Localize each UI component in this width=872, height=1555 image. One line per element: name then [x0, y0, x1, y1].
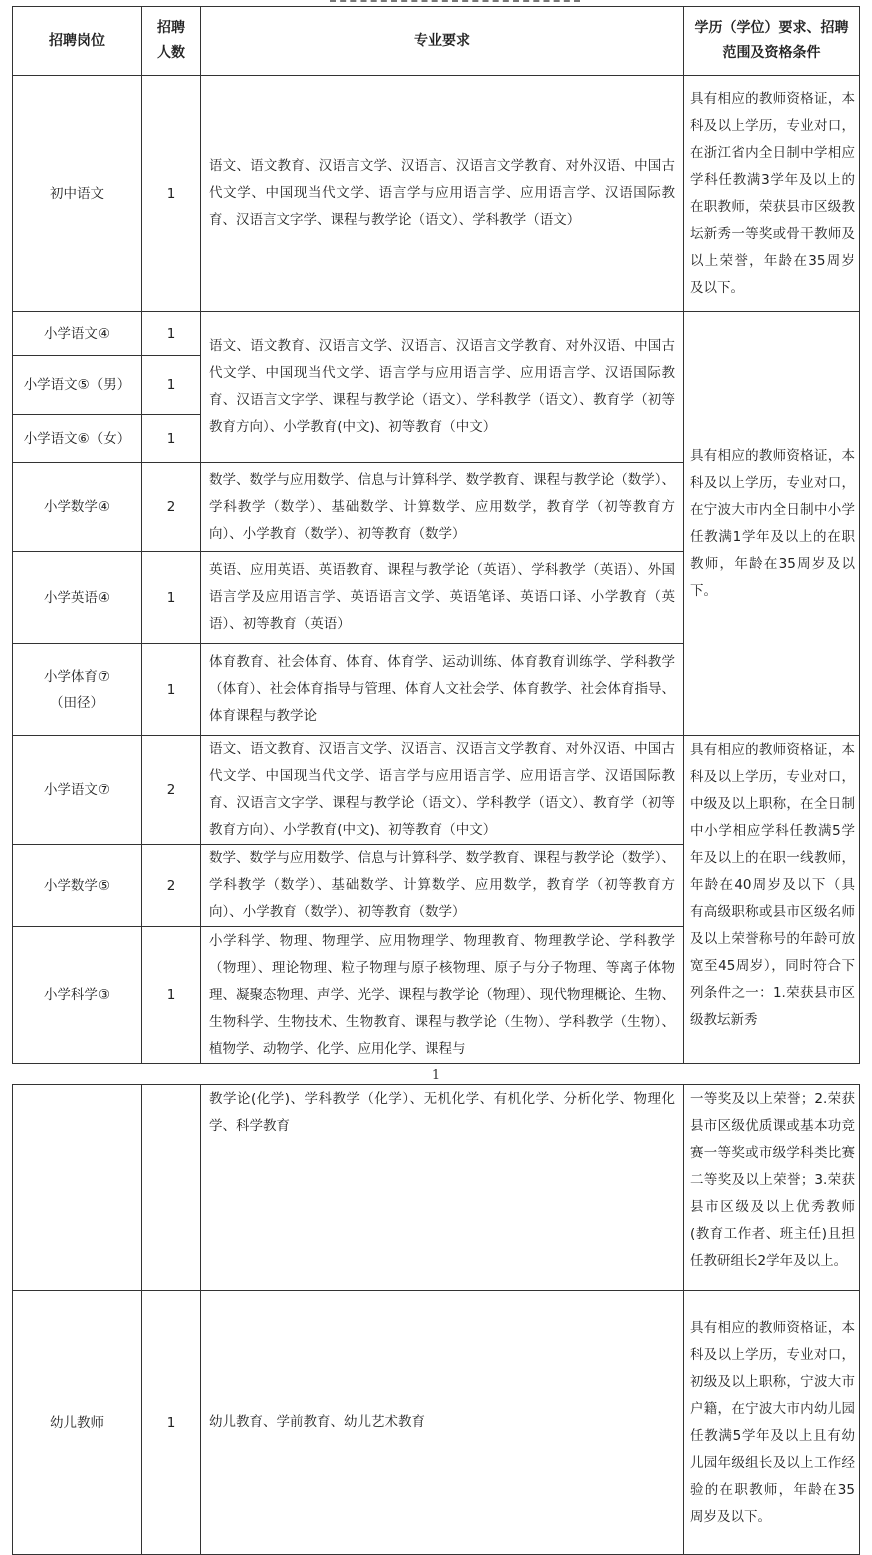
- major-cell: 小学科学、物理、物理学、应用物理学、物理教育、物理教学论、学科教学（物理）、理论物理、粒子物理与原子核物理、原子与分子物理、等离子体物理、凝聚态物理、声学、光学、课程与教学论（物理）、现代物理概论、生物、生物科学、生物技术、生物教育、课程与教学论（生物）、学科教学（生物）、植物学、动物学、化学、应用化学、课程与: [201, 927, 684, 1064]
- conditions-cell: 具有相应的教师资格证，本科及以上学历，专业对口，中级及以上职称，在全日制中小学相应学科任教满5学年及以上的在职一线教师，年龄在40周岁及以下（具有高级职称或县市区级名师及以上荣誉称号的年龄可放宽至45周岁），同时符合下列条件之一：1.荣获县市区级教坛新秀: [684, 736, 860, 1064]
- position-cell: 幼儿教师: [13, 1291, 142, 1555]
- major-cell: 幼儿教育、学前教育、幼儿艺术教育: [201, 1291, 684, 1555]
- header-count: 招聘人数: [142, 7, 201, 76]
- position-cell: 小学语文⑤（男）: [13, 356, 142, 415]
- count-cell: 1: [142, 927, 201, 1064]
- table-row-continued: [13, 1085, 860, 1291]
- count-cell: 1: [142, 415, 201, 463]
- position-cell: 初中语文: [13, 76, 142, 312]
- recruitment-table-page-2: [12, 1084, 859, 1555]
- position-cell: 小学语文⑦: [13, 736, 142, 845]
- major-cell: 语文、语文教育、汉语言文学、汉语言、汉语言文学教育、对外汉语、中国古代文学、中国现当代文学、语言学与应用语言学、应用语言学、汉语国际教育、汉语言文字学、课程与教学论（语文）、学科教学（语文）: [201, 76, 684, 312]
- major-cell: 数学、数学与应用数学、信息与计算科学、数学教育、课程与教学论（数学）、学科教学（数学）、基础数学、计算数学、应用数学，教育学（初等教育方向）、小学教育（数学）、初等教育（数学）: [201, 845, 684, 927]
- position-cell: 小学体育⑦（田径）: [13, 644, 142, 736]
- recruitment-table: [12, 6, 860, 1064]
- major-cell: 教学论(化学)、学科教学（化学）、无机化学、有机化学、分析化学、物理化学、科学教育: [201, 1085, 684, 1291]
- position-cell: 小学语文④: [13, 312, 142, 356]
- conditions-cell: 具有相应的教师资格证，本科及以上学历，专业对口，初级及以上职称，宁波大市户籍，在宁波大市内幼儿园任教满5学年及以上且有幼儿园年级组长及以上工作经验的在职教师，年龄在35周岁及以下。: [684, 1291, 860, 1555]
- position-cell: 小学科学③: [13, 927, 142, 1064]
- count-cell: 1: [142, 76, 201, 312]
- count-cell-empty: [142, 1085, 201, 1291]
- position-cell: 小学数学④: [13, 463, 142, 552]
- count-cell: 2: [142, 463, 201, 552]
- major-cell: 体育教育、社会体育、体育、体育学、运动训练、体育教育训练学、学科教学（体育）、社会体育指导与管理、体育人文社会学、体育教学、社会体育指导、体育课程与教学论: [201, 644, 684, 736]
- position-cell: 小学英语④: [13, 552, 142, 644]
- conditions-cell: 一等奖及以上荣誉；2.荣获县市区级优质课或基本功竞赛一等奖或市级学科类比赛二等奖及以上荣誉；3.荣获县市区级及以上优秀教师(教育工作者、班主任)且担任教研组长2学年及以上。: [684, 1085, 860, 1291]
- count-cell: 2: [142, 845, 201, 927]
- table-row: [13, 1291, 860, 1555]
- position-cell: 小学语文⑥（女）: [13, 415, 142, 463]
- page-number: 1: [431, 1068, 441, 1083]
- cropped-title-edge: [330, 0, 580, 5]
- count-cell: 2: [142, 736, 201, 845]
- table-row: [13, 76, 860, 312]
- conditions-cell: 具有相应的教师资格证，本科及以上学历，专业对口，在宁波大市内全日制中小学任教满1学年及以上的在职教师，年龄在35周岁及以下。: [684, 312, 860, 736]
- conditions-cell: 具有相应的教师资格证，本科及以上学历，专业对口，在浙江省内全日制中学相应学科任教满3学年及以上的在职教师，荣获县市区级教坛新秀一等奖或骨干教师及以上荣誉，年龄在35周岁及以下。: [684, 76, 860, 312]
- table-row: [13, 736, 860, 845]
- count-cell: 1: [142, 644, 201, 736]
- recruitment-table-continued: [12, 1084, 860, 1555]
- position-cell-empty: [13, 1085, 142, 1291]
- count-cell: 1: [142, 552, 201, 644]
- count-cell: 1: [142, 1291, 201, 1555]
- recruitment-table-page-1: [12, 6, 859, 1064]
- major-cell: 英语、应用英语、英语教育、课程与教学论（英语）、学科教学（英语）、外国语言学及应用语言学、英语语言文学、英语笔译、英语口译、小学教育（英语）、初等教育（英语）: [201, 552, 684, 644]
- position-cell: 小学数学⑤: [13, 845, 142, 927]
- major-cell: 语文、语文教育、汉语言文学、汉语言、汉语言文学教育、对外汉语、中国古代文学、中国现当代文学、语言学与应用语言学、应用语言学、汉语国际教育、汉语言文字学、课程与教学论（语文）、学科教学（语文）、教育学（初等教育方向）、小学教育(中文)、初等教育（中文）: [201, 312, 684, 463]
- header-conditions: 学历（学位）要求、招聘范围及资格条件: [684, 7, 860, 76]
- header-major: 专业要求: [201, 7, 684, 76]
- table-row: [13, 312, 860, 356]
- major-cell: 语文、语文教育、汉语言文学、汉语言、汉语言文学教育、对外汉语、中国古代文学、中国现当代文学、语言学与应用语言学、应用语言学、汉语国际教育、汉语言文字学、课程与教学论（语文）、学科教学（语文）、教育学（初等教育方向）、小学教育(中文)、初等教育（中文）: [201, 736, 684, 845]
- major-cell: 数学、数学与应用数学、信息与计算科学、数学教育、课程与教学论（数学）、学科教学（数学）、基础数学、计算数学、应用数学，教育学（初等教育方向）、小学教育（数学）、初等教育（数学）: [201, 463, 684, 552]
- header-position: 招聘岗位: [13, 7, 142, 76]
- count-cell: 1: [142, 356, 201, 415]
- header-row: [13, 7, 860, 76]
- count-cell: 1: [142, 312, 201, 356]
